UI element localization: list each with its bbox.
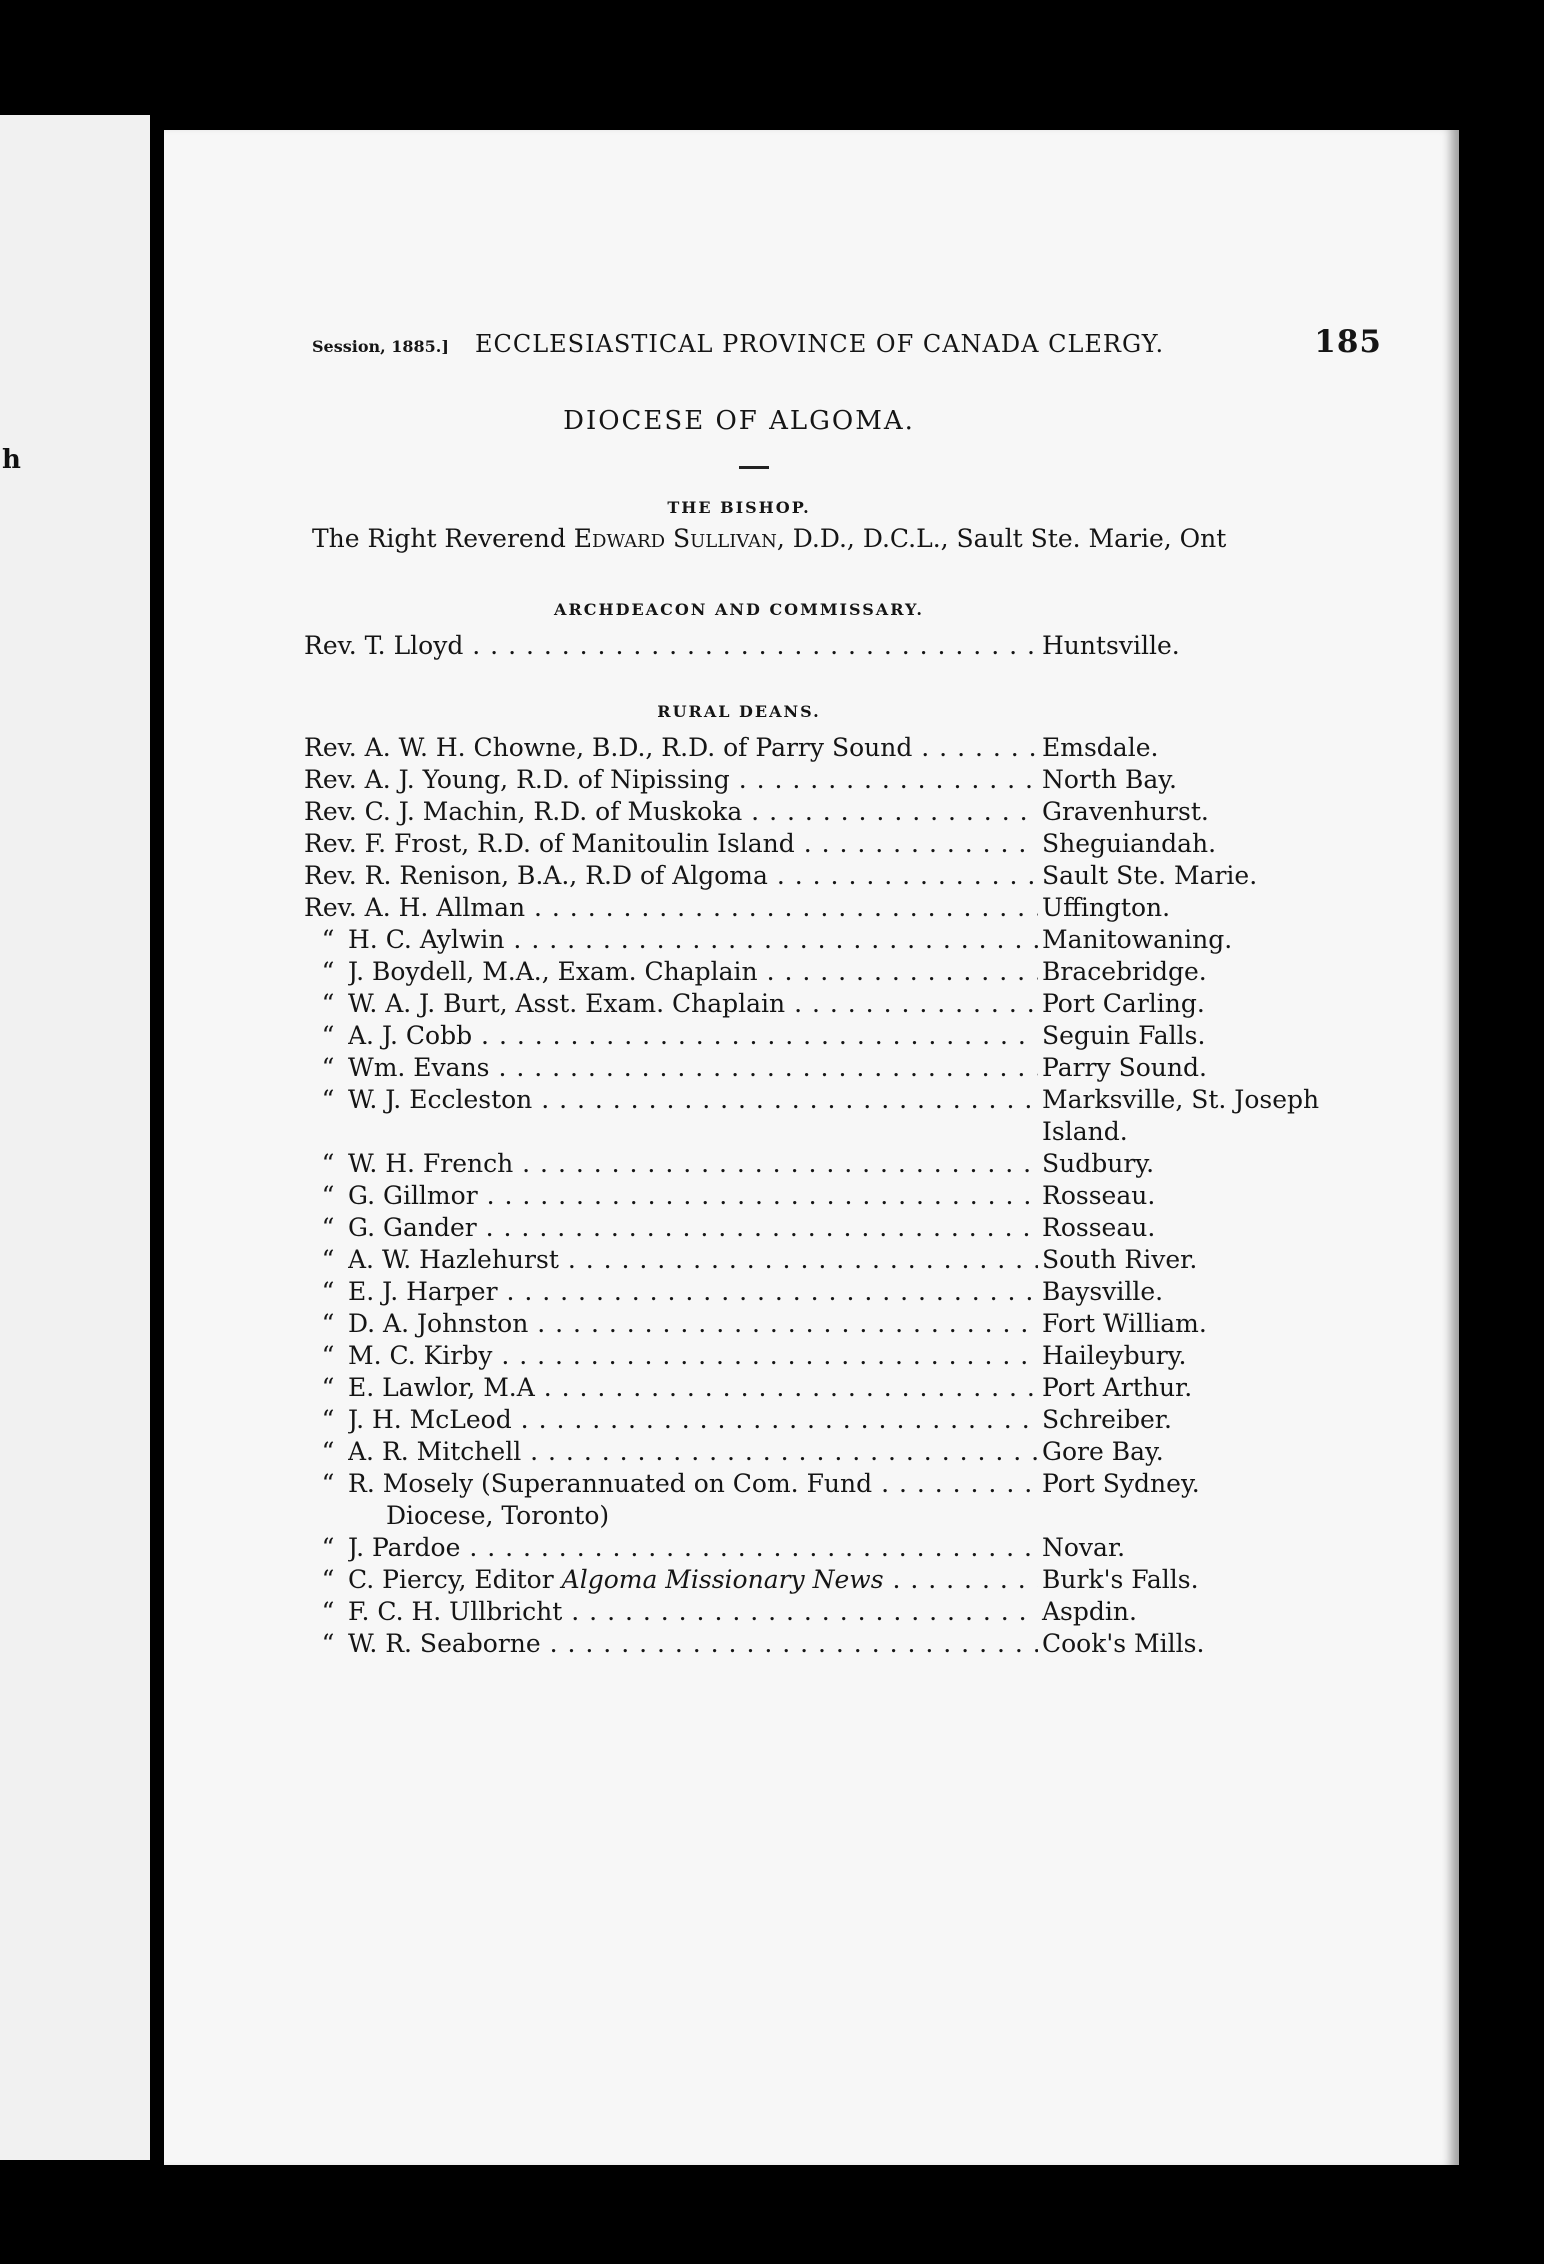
clergy-name-text: R. Mosely (Superannuated on Com. Fund — [348, 1469, 873, 1498]
parish-location: Port Arthur. — [1042, 1373, 1193, 1402]
directory-entry — [304, 1468, 1234, 1500]
clergy-name — [348, 1436, 1038, 1468]
clergy-name — [304, 764, 1038, 796]
clergy-name-text: W. J. Eccleston — [348, 1085, 533, 1114]
bishop-suffix: , D.D., D.C.L., Sault Ste. Marie, Ont — [776, 524, 1227, 553]
ditto-mark: “ — [321, 1405, 335, 1434]
parish-location: North Bay. — [1042, 765, 1177, 794]
parish-location: Bracebridge. — [1042, 957, 1207, 986]
rural-deans-heading: RURAL DEANS. — [657, 702, 821, 721]
clergy-name — [348, 924, 1038, 956]
clergy-name-text: W. H. French — [348, 1149, 514, 1178]
ditto-mark: “ — [321, 1629, 335, 1658]
ditto-mark: “ — [321, 1085, 335, 1114]
clergy-name-text: E. J. Harper — [348, 1277, 498, 1306]
ditto-mark: “ — [321, 957, 335, 986]
publication-title: Algoma Missionary News — [561, 1565, 884, 1594]
parish-location: Island. — [1042, 1117, 1128, 1146]
parish-location: Haileybury. — [1042, 1341, 1187, 1370]
running-title: ECCLESIASTICAL PROVINCE OF CANADA CLERGY. — [474, 330, 1165, 358]
clergy-name-text: Rev. A. H. Allman — [304, 893, 526, 922]
clergy-name-text: G. Gillmor — [348, 1181, 478, 1210]
clergy-name — [348, 1212, 1038, 1244]
running-head — [312, 324, 1382, 360]
clergy-name — [348, 1148, 1038, 1180]
clergy-name-text: E. Lawlor, M.A — [348, 1373, 535, 1402]
ditto-mark: “ — [321, 1565, 335, 1594]
directory-entry — [304, 1596, 1234, 1628]
ditto-mark: “ — [321, 1181, 335, 1210]
clergy-name — [348, 1564, 1038, 1596]
clergy-name — [348, 1404, 1038, 1436]
clergy-name-text: W. A. J. Burt, Asst. Exam. Chaplain — [348, 989, 786, 1018]
parish-location: Cook's Mills. — [1042, 1629, 1205, 1658]
clergy-name-text: Rev. F. Frost, R.D. of Manitoulin Island — [304, 829, 795, 858]
directory-entry — [304, 1340, 1234, 1372]
clergy-name — [348, 1532, 1038, 1564]
clergy-name — [348, 988, 1038, 1020]
parish-location: Manitowaning. — [1042, 925, 1233, 954]
directory-entry — [304, 1116, 1234, 1148]
directory-entry — [304, 1404, 1234, 1436]
clergy-name — [348, 1180, 1038, 1212]
parish-location: Gore Bay. — [1042, 1437, 1164, 1466]
archdeacon-heading: ARCHDEACON AND COMMISSARY. — [554, 600, 924, 619]
clergy-name-text: D. A. Johnston — [348, 1309, 529, 1338]
ditto-mark: “ — [321, 1469, 335, 1498]
parish-location: Rosseau. — [1042, 1181, 1156, 1210]
ditto-mark: “ — [321, 1373, 335, 1402]
directory-entry — [304, 1628, 1234, 1660]
directory-entry — [304, 1212, 1234, 1244]
directory-entry — [304, 1148, 1234, 1180]
clergy-name-text: Rev. A. J. Young, R.D. of Nipissing — [304, 765, 730, 794]
clergy-name — [348, 1372, 1038, 1404]
page-content — [164, 130, 1459, 2165]
parish-location: Emsdale. — [1042, 733, 1159, 762]
clergy-name-text: G. Gander — [348, 1213, 477, 1242]
clergy-name-text: C. Piercy, Editor — [348, 1565, 562, 1594]
directory-entry — [304, 988, 1234, 1020]
directory-entry — [304, 924, 1234, 956]
clergy-name — [348, 1052, 1038, 1084]
directory-entry — [304, 1052, 1234, 1084]
directory-entry — [304, 1564, 1234, 1596]
ditto-mark: “ — [321, 1021, 335, 1050]
ditto-mark: “ — [321, 1309, 335, 1338]
bishop-entry — [312, 524, 1226, 553]
clergy-name — [304, 860, 1038, 892]
parish-location: Aspdin. — [1042, 1597, 1137, 1626]
directory-entry — [304, 764, 1234, 796]
directory-entry — [304, 1436, 1234, 1468]
clergy-name-text: W. R. Seaborne — [348, 1629, 541, 1658]
clergy-name — [348, 1308, 1038, 1340]
directory-entry — [304, 828, 1234, 860]
clergy-name — [304, 828, 1038, 860]
clergy-name — [348, 1276, 1038, 1308]
clergy-name — [304, 796, 1038, 828]
ditto-mark: “ — [321, 1341, 335, 1370]
bishop-prefix: The Right Reverend — [312, 524, 574, 553]
clergy-name-text: Rev. T. Lloyd — [304, 631, 464, 660]
parish-location: Novar. — [1042, 1533, 1126, 1562]
clergy-name — [348, 1340, 1038, 1372]
ditto-mark: “ — [321, 1245, 335, 1274]
directory-entry — [304, 1180, 1234, 1212]
clergy-name-text: J. Boydell, M.A., Exam. Chaplain — [348, 957, 758, 986]
clergy-name — [348, 956, 1038, 988]
directory-entry — [304, 796, 1234, 828]
parish-location: Fort William. — [1042, 1309, 1207, 1338]
directory-entry — [304, 1244, 1234, 1276]
ditto-mark: “ — [321, 1053, 335, 1082]
ditto-mark: “ — [321, 1533, 335, 1562]
parish-location: Rosseau. — [1042, 1213, 1156, 1242]
title-rule — [739, 466, 769, 469]
clergy-name-text: H. C. Aylwin — [348, 925, 505, 954]
parish-location: Baysville. — [1042, 1277, 1164, 1306]
ditto-mark: “ — [321, 1277, 335, 1306]
directory-entry — [304, 1308, 1234, 1340]
clergy-name-text: Diocese, Toronto) — [386, 1501, 610, 1530]
ditto-mark: “ — [321, 1213, 335, 1242]
directory-entry — [304, 1020, 1234, 1052]
left-facing-page — [0, 115, 150, 2160]
parish-location: Port Sydney. — [1042, 1469, 1200, 1498]
ditto-mark: “ — [321, 1437, 335, 1466]
parish-location: Sault Ste. Marie. — [1042, 861, 1258, 890]
directory-entry — [304, 1532, 1234, 1564]
parish-location: Burk's Falls. — [1042, 1565, 1199, 1594]
clergy-name-text: Rev. A. W. H. Chowne, B.D., R.D. of Parry Sound — [304, 733, 913, 762]
clergy-name-text: A. R. Mitchell — [348, 1437, 522, 1466]
parish-location: Huntsville. — [1042, 631, 1180, 660]
clergy-name-text: J. H. McLeod — [348, 1405, 512, 1434]
clergy-name-text: Rev. C. J. Machin, R.D. of Muskoka — [304, 797, 743, 826]
diocese-title: DIOCESE OF ALGOMA. — [563, 406, 915, 436]
ditto-mark: “ — [321, 989, 335, 1018]
clergy-name-text: J. Pardoe — [348, 1533, 461, 1562]
directory-entry — [304, 1500, 1234, 1532]
directory-entry — [304, 1276, 1234, 1308]
directory-entry — [304, 1084, 1320, 1116]
parish-location: Seguin Falls. — [1042, 1021, 1206, 1050]
clergy-name — [304, 892, 1038, 924]
clergy-name-text: A. J. Cobb — [348, 1021, 473, 1050]
clergy-name — [386, 1500, 609, 1532]
clergy-name — [304, 630, 1038, 662]
parish-location: Uffington. — [1042, 893, 1171, 922]
parish-location: Port Carling. — [1042, 989, 1205, 1018]
directory-entry — [304, 892, 1234, 924]
ditto-mark: “ — [321, 1597, 335, 1626]
clergy-name-text: F. C. H. Ullbricht — [348, 1597, 563, 1626]
clergy-name — [348, 1020, 1038, 1052]
bishop-heading: THE BISHOP. — [667, 498, 811, 517]
parish-location: Schreiber. — [1042, 1405, 1172, 1434]
parish-location: South River. — [1042, 1245, 1198, 1274]
clergy-name — [348, 1468, 1038, 1500]
ditto-mark: “ — [321, 1149, 335, 1178]
directory-entry — [304, 732, 1234, 764]
page-gutter — [150, 100, 164, 2180]
parish-location: Gravenhurst. — [1042, 797, 1209, 826]
directory-entry — [304, 1372, 1234, 1404]
clergy-name-text: Wm. Evans — [348, 1053, 490, 1082]
clergy-name-text: M. C. Kirby — [348, 1341, 493, 1370]
clergy-name — [348, 1084, 1038, 1116]
clergy-name — [348, 1596, 1038, 1628]
clergy-name-text: A. W. Hazlehurst — [348, 1245, 559, 1274]
session-label: Session, 1885.] — [312, 337, 449, 356]
parish-location: Parry Sound. — [1042, 1053, 1207, 1082]
directory-entry — [304, 860, 1258, 892]
directory-entry — [304, 630, 1234, 662]
left-page-edge-letter: h — [2, 445, 21, 475]
clergy-name-text: Rev. R. Renison, B.A., R.D of Algoma — [304, 861, 768, 890]
parish-location: Sudbury. — [1042, 1149, 1155, 1178]
page-number: 185 — [1314, 324, 1382, 360]
document-page — [164, 130, 1459, 2165]
directory-entry — [304, 956, 1234, 988]
parish-location: Sheguiandah. — [1042, 829, 1217, 858]
clergy-name — [304, 732, 1038, 764]
bishop-name: Edward Sullivan — [573, 524, 777, 553]
clergy-name — [348, 1628, 1038, 1660]
parish-location: Marksville, St. Joseph — [1042, 1085, 1320, 1114]
clergy-name — [348, 1244, 1038, 1276]
ditto-mark: “ — [321, 925, 335, 954]
